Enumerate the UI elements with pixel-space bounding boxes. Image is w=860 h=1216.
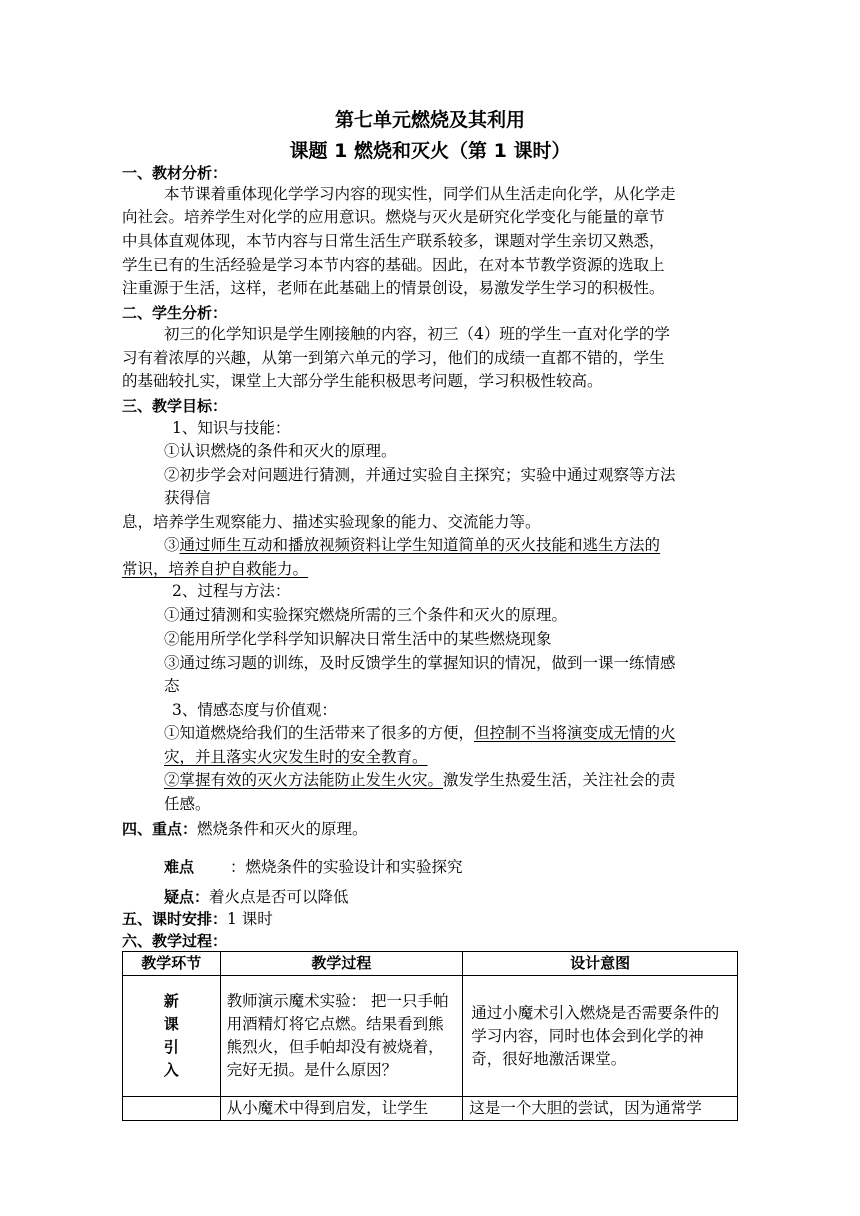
goal-item: ①认识燃烧的条件和灭火的原理。	[164, 442, 397, 460]
goal-item: ②能用所学化学科学知识解决日常生活中的某些燃烧现象	[164, 630, 552, 648]
goal-item-continued: 息，培养学生观察能力、描述实验现象的能力、交流能力等。	[122, 513, 541, 531]
table-cell-stage	[123, 976, 221, 1097]
goal-item-continued: 态	[164, 677, 180, 695]
table-cell-process: 教师演示魔术实验： 把一只手帕用酒精灯将它点燃。结果看到熊熊烈火，但手帕却没有被烧着，完好无损。是什么原因？	[220, 976, 463, 1097]
schedule-text: 1 课时	[227, 910, 273, 928]
table-cell-stage	[123, 1097, 221, 1121]
table-cell-intent: 通过小魔术引入燃烧是否需要条件的学习内容，同时也体会到化学的神奇，很好地激活课堂。	[463, 976, 738, 1097]
difficulty-label: 难点	[164, 858, 195, 876]
table-row	[123, 1097, 738, 1121]
plain-text: ①知道燃烧给我们的生活带来了很多的方便，	[164, 724, 475, 742]
doubt-text: 着火点是否可以降低	[209, 888, 349, 906]
section-heading-teaching-goals: 三、教学目标：	[122, 397, 228, 415]
plain-text: 激发学生热爱生活，关注社会的责	[443, 771, 676, 789]
table-header-row	[123, 952, 738, 976]
difficulty-text: ：燃烧条件的实验设计和实验探究	[230, 858, 463, 876]
section-heading-teaching-process: 六、教学过程：	[122, 932, 228, 950]
subsection-emotion-values: 3、情感态度与价值观：	[172, 701, 337, 719]
underlined-text: 灾，并且落实火灾发生时的安全教育。	[164, 748, 428, 766]
goal-item-number: ③	[164, 536, 180, 554]
table-row	[123, 976, 738, 1097]
column-header-process: 教学过程	[220, 952, 463, 976]
doubt-line	[164, 886, 349, 908]
paragraph-line: 学生已有的生活经验是学习本节内容的基础。因此，在对本节教学资源的选取上	[122, 256, 665, 274]
goal-item-continued: 获得信	[164, 489, 211, 507]
paragraph-line: 中具体直观体现，本节内容与日常生活生产联系较多，课题对学生亲切又熟悉，	[122, 232, 665, 250]
paragraph-line: 向社会。培养学生对化学的应用意识。燃烧与灭火是研究化学变化与能量的章节	[122, 208, 665, 226]
paragraph-line: 的基础较扎实，课堂上大部分学生能积极思考问题，学习积极性较高。	[122, 372, 603, 390]
goal-item	[164, 722, 676, 744]
subsection-process-method: 2、过程与方法：	[172, 582, 291, 600]
subsection-knowledge-skills: 1、知识与技能：	[172, 419, 291, 437]
goal-item	[164, 769, 676, 791]
paragraph-line: 初三的化学知识是学生刚接触的内容，初三（4）班的学生一直对化学的学	[164, 325, 670, 343]
column-header-stage: 教学环节	[123, 952, 221, 976]
section-heading-student-analysis: 二、学生分析：	[122, 304, 228, 322]
key-points-line	[122, 818, 368, 840]
underlined-text: 通过师生互动和播放视频资料让学生知道简单的灭火技能和逃生方法的	[179, 536, 661, 554]
paragraph-line: 本节课着重体现化学学习内容的现实性，同学们从生活走向化学，从化学走	[164, 185, 676, 203]
table-cell-intent: 这是一个大胆的尝试，因为通常学	[463, 1097, 738, 1121]
teaching-process-table	[122, 951, 738, 1121]
goal-item	[164, 534, 660, 556]
underlined-text: 但控制不当将演变成无情的火	[474, 724, 676, 742]
key-points-text: 燃烧条件和灭火的原理。	[197, 820, 368, 838]
stage-label: 新课引入	[163, 992, 179, 1079]
section-heading-key-points: 四、重点：	[122, 820, 198, 838]
schedule-line	[122, 908, 273, 930]
doubt-label: 疑点：	[164, 888, 210, 906]
goal-item-continued: 任感。	[164, 795, 211, 813]
section-heading-textbook-analysis: 一、教材分析：	[122, 164, 228, 182]
column-header-intent: 设计意图	[463, 952, 738, 976]
unit-title: 第七单元燃烧及其利用	[334, 109, 525, 131]
lesson-title: 课题 1 燃烧和灭火（第 1 课时）	[289, 140, 571, 162]
paragraph-line: 习有着浓厚的兴趣，从第一到第六单元的学习，他们的成绩一直都不错的，学生	[122, 349, 665, 367]
goal-item: ①通过猜测和实验探究燃烧所需的三个条件和灭火的原理。	[164, 606, 568, 624]
paragraph-line: 注重源于生活，这样，老师在此基础上的情景创设，易激发学生学习的积极性。	[122, 279, 665, 297]
section-heading-schedule: 五、课时安排：	[122, 910, 228, 928]
underlined-text: ②掌握有效的灭火方法能防止发生火灾。	[164, 771, 444, 789]
table-cell-process: 从小魔术中得到启发，让学生	[220, 1097, 463, 1121]
goal-item: ②初步学会对问题进行猜测，并通过实验自主探究；实验中通过观察等方法	[164, 466, 676, 484]
goal-item: ③通过练习题的训练，及时反馈学生的掌握知识的情况，做到一课一练情感	[164, 654, 676, 672]
underlined-text: 常识，培养自护自救能力。	[122, 560, 309, 578]
